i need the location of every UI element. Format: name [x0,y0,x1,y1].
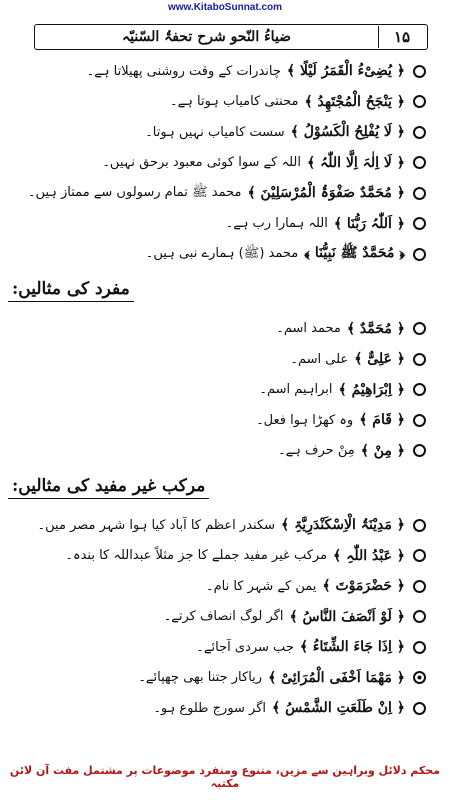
running-header [34,24,428,50]
page-content [8,56,426,724]
translation: ابراہیم اسم۔ [259,382,333,398]
translation: محمد ﷺ تمام رسولوں سے ممتاز ہیں۔ [27,184,242,200]
marked-circle-bullet-icon [413,671,426,684]
book-title: ضیاءُ النّحو شرح تحفۃُ السّنیّہ [121,29,292,45]
circle-bullet-icon [413,519,426,532]
translation: جب سردی آجائے۔ [196,639,294,655]
translation: سست کامیاب نہیں ہوتا۔ [145,124,285,140]
arabic-example: ﴿ قَامَ ﴾ [359,412,405,429]
arabic-example: ﴿ عَبْدُ اللّٰہِ ﴾ [333,547,405,564]
circle-bullet-icon [413,383,426,396]
list-item [8,209,426,240]
translation: محمد (ﷺ) ہمارے نبی ہیں۔ [145,245,299,261]
translation: ریاکار جتنا بھی چھپائے۔ [138,670,263,686]
translation: محنتی کامیاب ہوتا ہے۔ [170,94,299,110]
translation: یمن کے شہر کا نام۔ [205,578,317,594]
translation: چاندرات کے وقت روشنی پھیلاتا ہے۔ [86,63,281,79]
translation: وہ کھڑا ہوا فعل۔ [256,412,354,428]
arabic-example: ﴿ مِنْ ﴾ [360,442,405,459]
arabic-example: ﴿ حَضْرَمَوْتَ ﴾ [322,578,405,595]
circle-bullet-icon [413,414,426,427]
translation: محمد اسم۔ [276,321,341,337]
section-heading-text: مرکب غیر مفید کی مثالیں: [8,476,209,499]
arabic-example: ﴿ مُحَمَّدٌ صَفْوَۃُ الْمُرْسَلِیْنَ ﴾ [247,185,405,202]
page-number: ۱۵ [378,26,425,48]
circle-bullet-icon [413,641,426,654]
translation: اگر سورج طلوع ہو۔ [153,700,267,716]
translation: مِنْ حرف ہے۔ [278,443,355,459]
list-item [8,663,426,694]
arabic-example: ﴿ لَا اِلٰہَ اِلَّا اللّٰہُ ﴾ [307,154,405,171]
circle-bullet-icon [413,156,426,169]
circle-bullet-icon [413,444,426,457]
list-item [8,344,426,375]
circle-bullet-icon [413,610,426,623]
list-item [8,375,426,406]
circle-bullet-icon [413,65,426,78]
circle-bullet-icon [413,580,426,593]
translation: علی اسم۔ [290,351,349,367]
list-item [8,148,426,179]
arabic-example: ﴿ یُضِیْءُ الْقَمَرُ لَیْلًا ﴾ [286,63,405,80]
arabic-example: ﴿ اِنْ طَلَعَتِ الشَّمْسُ ﴾ [272,700,405,717]
section-heading-text: مفرد کی مثالیں: [8,279,134,302]
list-item [8,178,426,209]
arabic-example: ﴿ لَوْ اَنْصَفَ النَّاسُ ﴾ [289,608,405,625]
circle-bullet-icon [413,248,426,261]
translation: اگر لوگ انصاف کرتے۔ [163,609,284,625]
list-item [8,602,426,633]
translation: مرکب غیر مفید جملے کا جز مثلاً عبداللہ کا بندہ۔ [65,548,328,564]
circle-bullet-icon [413,322,426,335]
list-item [8,541,426,572]
list-item [8,632,426,663]
list-item [8,436,426,467]
list-item [8,87,426,118]
translation: اللہ کے سوا کوئی معبود برحق نہیں۔ [102,155,301,171]
list-item [8,571,426,602]
circle-bullet-icon [413,95,426,108]
list-item [8,314,426,345]
arabic-example: ﴿ اِبْرَاھِیْمُ ﴾ [338,381,405,398]
translation: سکندر اعظم کا آباد کیا ہوا شہر مصر میں۔ [37,517,276,533]
list-item [8,117,426,148]
footer-tagline: محکم دلائل وبراہین سے مزین، متنوع ومنفرد موضوعات پر مشتمل مفت آن لائن مکتبہ [9,764,441,790]
section-heading-mufrad [8,274,426,308]
circle-bullet-icon [413,549,426,562]
circle-bullet-icon [413,353,426,366]
arabic-example: ﴿ مَھْمَا اَخْفَی الْمُرَائِیْ ﴾ [268,669,405,686]
arabic-example: ﴿ اَللّٰہُ رَبُّنَا ﴾ [333,215,405,232]
circle-bullet-icon [413,187,426,200]
arabic-example: ﴿ مُحَمَّدٌ ﴾ [346,320,405,337]
list-item [8,239,426,270]
arabic-example: ﴿ لَا یُفْلِحُ الْکَسُوْلُ ﴾ [290,124,405,141]
circle-bullet-icon [413,217,426,230]
list-item [8,510,426,541]
circle-bullet-icon [413,702,426,715]
list-item [8,56,426,87]
arabic-example: ﴿ مَدِیْنَۃُ الْاِسْکَنْدَرِیَّۃِ ﴾ [281,517,405,534]
arabic-example: ﴿ عَلِیٌّ ﴾ [354,351,405,368]
translation: اللہ ہمارا رب ہے۔ [225,216,328,232]
arabic-example: ﴿ اِذَا جَاءَ الشِّتَاءُ ﴾ [299,639,405,656]
list-item [8,405,426,436]
section-heading-murakkab [8,470,426,504]
site-url[interactable]: www.KitaboSunnat.com [167,2,283,13]
arabic-example: ﴿ مُحَمَّدٌ ﷺ نَبِیُّنَا ﴾ [304,245,405,262]
circle-bullet-icon [413,126,426,139]
list-item [8,693,426,724]
arabic-example: ﴿ یَنْجَحُ الْمُجْتَھِدُ ﴾ [304,93,405,110]
